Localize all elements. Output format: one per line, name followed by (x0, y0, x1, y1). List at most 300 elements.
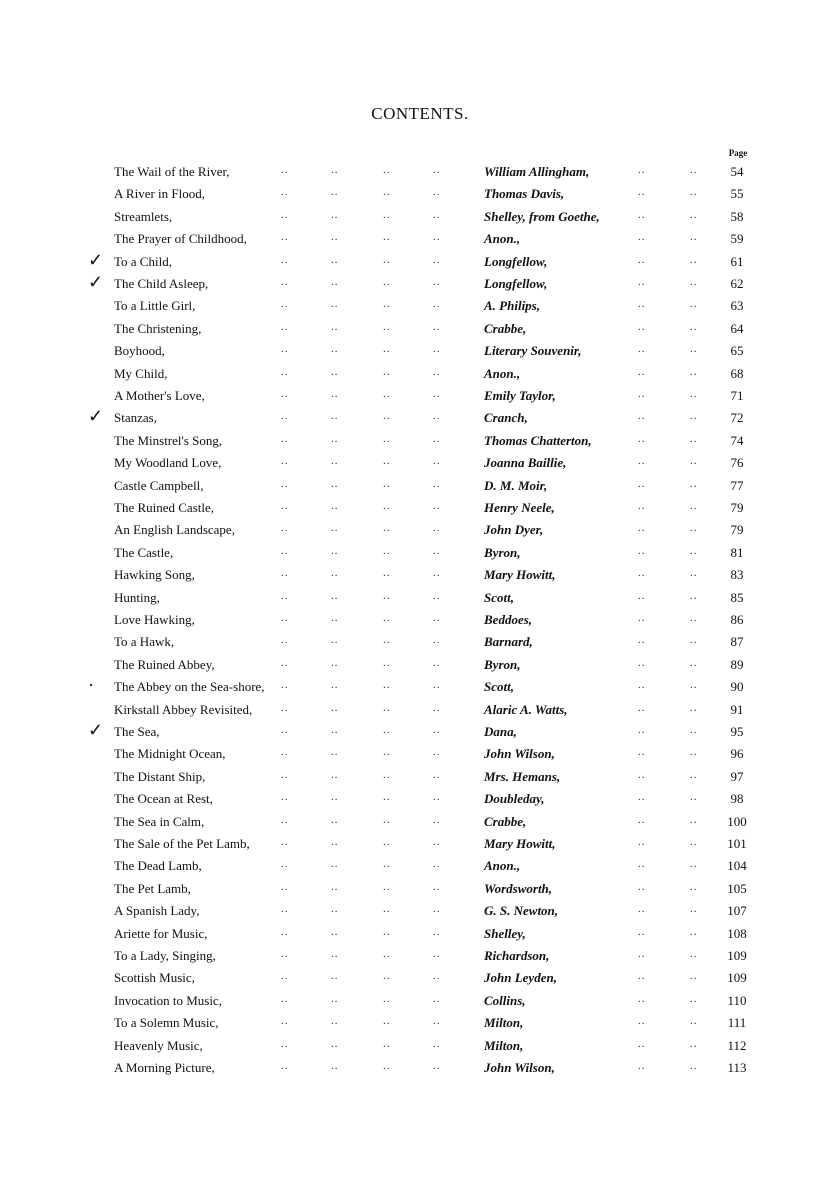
leader-dots: .. (331, 343, 339, 356)
leader-dots: .. (690, 410, 698, 423)
leader-dots: .. (331, 186, 339, 199)
leader-dots: .. (281, 858, 289, 871)
leader-dots: .. (331, 320, 339, 333)
leader-dots: .. (383, 903, 391, 916)
poem-title: A River in Flood, (114, 186, 206, 202)
poem-author: Emily Taylor, (484, 388, 556, 403)
poem-title: Hawking Song, (114, 567, 195, 583)
poem-author: Wordsworth, (484, 880, 553, 896)
leader-dots: .. (281, 276, 289, 288)
toc-row (0, 590, 840, 612)
leader-dots: .. (281, 1060, 289, 1072)
toc-row (0, 366, 840, 388)
leader-dots: .. (331, 858, 339, 871)
leader-dots: .. (690, 477, 698, 490)
leader-dots: .. (281, 455, 289, 468)
leader-dots: .. (383, 522, 391, 535)
toc-row (0, 970, 840, 992)
poem-author: Richardson, (484, 948, 550, 963)
leader-dots: .. (433, 679, 441, 692)
leader-dots: .. (331, 589, 339, 602)
toc-row (0, 702, 840, 724)
leader-dots: .. (331, 365, 339, 378)
leader-dots: .. (281, 320, 289, 333)
poem-title: The Castle, (114, 544, 174, 560)
leader-dots: .. (638, 634, 646, 647)
leader-dots: .. (331, 410, 339, 423)
leader-dots: .. (331, 903, 339, 916)
poem-title: Heavenly Music, (114, 1037, 203, 1053)
toc-row (0, 186, 840, 208)
poem-title: Kirkstall Abbey Revisited, (114, 701, 253, 717)
leader-dots: .. (690, 880, 698, 893)
toc-row (0, 567, 840, 589)
leader-dots: .. (690, 186, 698, 199)
leader-dots: .. (433, 388, 441, 400)
poem-title: Ariette for Music, (114, 925, 208, 941)
leader-dots: .. (331, 567, 339, 580)
leader-dots: .. (638, 320, 646, 333)
poem-author: Milton, (484, 1037, 524, 1053)
page-number: 85 (730, 589, 744, 605)
leader-dots: .. (281, 253, 289, 266)
page-number: 55 (730, 186, 744, 202)
toc-row (0, 343, 840, 365)
leader-dots: .. (331, 791, 339, 804)
leader-dots: .. (433, 791, 441, 804)
leader-dots: .. (433, 634, 441, 647)
leader-dots: .. (331, 768, 339, 781)
page-number: 107 (727, 903, 747, 919)
page-number: 96 (730, 746, 744, 762)
leader-dots: .. (690, 298, 698, 311)
leader-dots: .. (281, 1037, 289, 1050)
poem-title: An English Landscape, (114, 522, 235, 538)
check-mark: ✓ (88, 272, 104, 292)
page-number: 79 (730, 500, 744, 515)
leader-dots: .. (690, 164, 698, 176)
leader-dots: .. (638, 455, 646, 468)
leader-dots: .. (281, 208, 289, 221)
leader-dots: .. (433, 522, 441, 535)
toc-row (0, 433, 840, 455)
poem-title: The Child Asleep, (114, 276, 209, 291)
leader-dots: .. (383, 858, 391, 871)
leader-dots: .. (638, 544, 646, 557)
leader-dots: .. (331, 522, 339, 535)
poem-author: Longfellow, (484, 253, 548, 269)
leader-dots: .. (331, 948, 339, 960)
page-number: 87 (730, 634, 744, 650)
poem-author: Mary Howitt, (484, 567, 556, 583)
leader-dots: .. (331, 432, 339, 445)
leader-dots: .. (281, 746, 289, 759)
leader-dots: .. (383, 410, 391, 423)
poem-title: Scottish Music, (114, 970, 195, 986)
poem-author: Mary Howitt, (484, 836, 556, 851)
poem-author: Henry Neele, (484, 500, 555, 515)
poem-title: The Ruined Castle, (114, 500, 215, 515)
leader-dots: .. (383, 208, 391, 221)
page-number: 79 (730, 522, 744, 538)
leader-dots: .. (433, 365, 441, 378)
leader-dots: .. (281, 701, 289, 714)
leader-dots: .. (281, 813, 289, 826)
leader-dots: .. (331, 970, 339, 983)
toc-row (0, 1060, 840, 1082)
leader-dots: .. (383, 477, 391, 490)
poem-author: G. S. Newton, (484, 903, 559, 919)
toc-row (0, 657, 840, 679)
leader-dots: .. (638, 724, 646, 736)
toc-row (0, 814, 840, 836)
leader-dots: .. (690, 992, 698, 1005)
leader-dots: .. (433, 656, 441, 669)
leader-dots: .. (433, 612, 441, 624)
page-number: 59 (730, 231, 744, 247)
leader-dots: .. (331, 388, 339, 400)
toc-row (0, 791, 840, 813)
leader-dots: .. (281, 679, 289, 692)
leader-dots: .. (281, 343, 289, 356)
leader-dots: .. (331, 724, 339, 736)
leader-dots: .. (433, 343, 441, 356)
leader-dots: .. (433, 1015, 441, 1028)
leader-dots: .. (433, 477, 441, 490)
leader-dots: .. (383, 298, 391, 311)
leader-dots: .. (281, 768, 289, 781)
leader-dots: .. (383, 925, 391, 938)
leader-dots: .. (331, 455, 339, 468)
poem-title: To a Solemn Music, (114, 1015, 219, 1031)
poem-author: Thomas Davis, (484, 186, 565, 202)
toc-row (0, 1015, 840, 1037)
poem-title: The Pet Lamb, (114, 880, 191, 896)
leader-dots: .. (433, 1037, 441, 1050)
page-number: 111 (727, 1015, 747, 1031)
poem-author: Doubleday, (484, 791, 545, 807)
leader-dots: .. (690, 208, 698, 221)
leader-dots: .. (638, 231, 646, 244)
leader-dots: .. (383, 701, 391, 714)
toc-row (0, 769, 840, 791)
leader-dots: .. (383, 231, 391, 244)
leader-dots: .. (433, 567, 441, 580)
leader-dots: .. (690, 925, 698, 938)
leader-dots: .. (433, 500, 441, 512)
poem-author: Scott, (484, 679, 514, 695)
page-number: 81 (730, 544, 744, 560)
leader-dots: .. (281, 1015, 289, 1028)
leader-dots: .. (383, 813, 391, 826)
poem-author: John Leyden, (484, 970, 557, 986)
leader-dots: .. (433, 186, 441, 199)
poem-author: Crabbe, (484, 320, 527, 336)
poem-title: A Morning Picture, (114, 1060, 215, 1075)
page-number: 83 (730, 567, 744, 583)
leader-dots: .. (690, 589, 698, 602)
toc-row (0, 500, 840, 522)
poem-title: The Sale of the Pet Lamb, (114, 836, 250, 851)
poem-author: Byron, (484, 656, 521, 672)
leader-dots: .. (331, 992, 339, 1005)
leader-dots: .. (638, 858, 646, 871)
leader-dots: .. (690, 768, 698, 781)
toc-row (0, 455, 840, 477)
leader-dots: .. (638, 186, 646, 199)
page-number: 64 (730, 320, 744, 336)
poem-author: Joanna Baillie, (484, 455, 567, 471)
page-number: 74 (730, 432, 744, 448)
leader-dots: .. (433, 948, 441, 960)
leader-dots: .. (638, 768, 646, 781)
leader-dots: .. (331, 500, 339, 512)
leader-dots: .. (690, 343, 698, 356)
leader-dots: .. (433, 231, 441, 244)
leader-dots: .. (281, 612, 289, 624)
leader-dots: .. (331, 679, 339, 692)
toc-row (0, 406, 840, 432)
check-mark: · (88, 675, 94, 696)
leader-dots: .. (383, 1037, 391, 1050)
toc-row (0, 746, 840, 768)
leader-dots: .. (638, 298, 646, 311)
page-number: 112 (727, 1037, 747, 1053)
poem-author: Thomas Chatterton, (484, 432, 592, 448)
leader-dots: .. (690, 500, 698, 512)
leader-dots: .. (383, 567, 391, 580)
leader-dots: .. (281, 410, 289, 423)
leader-dots: .. (638, 1037, 646, 1050)
leader-dots: .. (433, 253, 441, 266)
toc-row (0, 522, 840, 544)
leader-dots: .. (638, 365, 646, 378)
leader-dots: .. (433, 589, 441, 602)
page-number: 97 (730, 768, 744, 784)
leader-dots: .. (638, 410, 646, 423)
leader-dots: .. (383, 343, 391, 356)
toc-row (0, 231, 840, 253)
leader-dots: .. (638, 477, 646, 490)
leader-dots: .. (433, 992, 441, 1005)
check-mark: ✓ (88, 720, 104, 740)
poem-author: Byron, (484, 544, 521, 560)
poem-author: Anon., (484, 365, 521, 381)
poem-title: The Wail of the River, (114, 164, 230, 179)
leader-dots: .. (433, 746, 441, 759)
leader-dots: .. (383, 634, 391, 647)
page-number: 58 (730, 208, 744, 224)
poem-author: Crabbe, (484, 813, 527, 829)
leader-dots: .. (690, 813, 698, 826)
leader-dots: .. (331, 231, 339, 244)
leader-dots: .. (383, 1015, 391, 1028)
leader-dots: .. (331, 544, 339, 557)
page-number: 61 (730, 253, 744, 269)
leader-dots: .. (690, 1037, 698, 1050)
poem-author: Barnard, (484, 634, 533, 650)
leader-dots: .. (690, 455, 698, 468)
toc-row (0, 298, 840, 320)
poem-title: The Ocean at Rest, (114, 791, 213, 807)
leader-dots: .. (690, 320, 698, 333)
leader-dots: .. (281, 880, 289, 893)
leader-dots: .. (638, 925, 646, 938)
leader-dots: .. (433, 410, 441, 423)
leader-dots: .. (331, 880, 339, 893)
leader-dots: .. (331, 477, 339, 490)
poem-title: The Christening, (114, 320, 202, 336)
leader-dots: .. (281, 925, 289, 938)
leader-dots: .. (690, 1060, 698, 1072)
leader-dots: .. (690, 276, 698, 288)
leader-dots: .. (433, 432, 441, 445)
leader-dots: .. (383, 186, 391, 199)
leader-dots: .. (690, 791, 698, 804)
leader-dots: .. (383, 948, 391, 960)
page-number: 62 (730, 276, 744, 291)
leader-dots: .. (638, 388, 646, 400)
poem-author: John Wilson, (484, 1060, 555, 1075)
leader-dots: .. (690, 365, 698, 378)
leader-dots: .. (281, 477, 289, 490)
leader-dots: .. (638, 791, 646, 804)
leader-dots: .. (690, 746, 698, 759)
page-number: 76 (730, 455, 744, 471)
leader-dots: .. (690, 253, 698, 266)
poem-author: Literary Souvenir, (484, 343, 582, 359)
leader-dots: .. (433, 164, 441, 176)
leader-dots: .. (433, 455, 441, 468)
poem-author: Longfellow, (484, 276, 548, 291)
poem-author: Anon., (484, 858, 521, 874)
leader-dots: .. (690, 656, 698, 669)
page-number: 68 (730, 365, 744, 381)
leader-dots: .. (638, 208, 646, 221)
page-number: 65 (730, 343, 744, 359)
page-number: 109 (727, 948, 747, 963)
leader-dots: .. (281, 791, 289, 804)
leader-dots: .. (433, 544, 441, 557)
leader-dots: .. (638, 679, 646, 692)
leader-dots: .. (383, 992, 391, 1005)
leader-dots: .. (383, 612, 391, 624)
leader-dots: .. (281, 432, 289, 445)
toc-row (0, 634, 840, 656)
leader-dots: .. (690, 231, 698, 244)
page-number: 101 (727, 836, 747, 851)
leader-dots: .. (281, 500, 289, 512)
poem-title: Streamlets, (114, 208, 173, 224)
leader-dots: .. (383, 589, 391, 602)
leader-dots: .. (383, 455, 391, 468)
leader-dots: .. (638, 948, 646, 960)
leader-dots: .. (433, 768, 441, 781)
poem-title: To a Hawk, (114, 634, 175, 650)
leader-dots: .. (433, 970, 441, 983)
leader-dots: .. (433, 858, 441, 871)
toc-row (0, 948, 840, 970)
leader-dots: .. (638, 701, 646, 714)
poem-author: D. M. Moir, (484, 477, 548, 493)
leader-dots: .. (281, 186, 289, 199)
poem-title: To a Child, (114, 253, 172, 269)
leader-dots: .. (638, 903, 646, 916)
leader-dots: .. (383, 164, 391, 176)
leader-dots: .. (281, 365, 289, 378)
leader-dots: .. (690, 701, 698, 714)
leader-dots: .. (383, 365, 391, 378)
poem-title: My Child, (114, 365, 168, 381)
toc-row (0, 249, 840, 276)
leader-dots: .. (383, 388, 391, 400)
leader-dots: .. (638, 500, 646, 512)
leader-dots: .. (383, 276, 391, 288)
leader-dots: .. (638, 276, 646, 288)
leader-dots: .. (383, 500, 391, 512)
page-number: 91 (730, 701, 744, 717)
poem-author: Anon., (484, 231, 521, 247)
poem-title: A Spanish Lady, (114, 903, 200, 919)
page-number: 104 (727, 858, 747, 874)
page-number: 86 (730, 612, 744, 627)
leader-dots: .. (331, 925, 339, 938)
page-number: 63 (730, 298, 744, 314)
poem-title: The Dead Lamb, (114, 858, 202, 874)
leader-dots: .. (433, 208, 441, 221)
toc-row (0, 321, 840, 343)
page-number: 77 (730, 477, 744, 493)
leader-dots: .. (281, 970, 289, 983)
page-number: 108 (727, 925, 747, 941)
poem-author: Shelley, (484, 925, 526, 941)
leader-dots: .. (690, 948, 698, 960)
page-number: 89 (730, 656, 744, 672)
poem-title: Invocation to Music, (114, 992, 222, 1008)
leader-dots: .. (281, 836, 289, 848)
page-number: 54 (730, 164, 744, 179)
leader-dots: .. (383, 544, 391, 557)
leader-dots: .. (690, 724, 698, 736)
leader-dots: .. (638, 253, 646, 266)
poem-title: Hunting, (114, 589, 160, 605)
leader-dots: .. (383, 253, 391, 266)
page-number: 98 (730, 791, 744, 807)
leader-dots: .. (331, 164, 339, 176)
leader-dots: .. (281, 164, 289, 176)
page-number: 72 (730, 410, 744, 426)
leader-dots: .. (638, 164, 646, 176)
leader-dots: .. (383, 836, 391, 848)
leader-dots: .. (690, 544, 698, 557)
leader-dots: .. (690, 858, 698, 871)
toc-row (0, 903, 840, 925)
toc-row (0, 164, 840, 186)
leader-dots: .. (383, 970, 391, 983)
leader-dots: .. (638, 432, 646, 445)
leader-dots: .. (690, 432, 698, 445)
leader-dots: .. (383, 1060, 391, 1072)
leader-dots: .. (433, 880, 441, 893)
leader-dots: .. (638, 1060, 646, 1072)
leader-dots: .. (638, 567, 646, 580)
leader-dots: .. (331, 1015, 339, 1028)
poem-author: Milton, (484, 1015, 524, 1031)
leader-dots: .. (433, 724, 441, 736)
toc-row (0, 675, 840, 701)
leader-dots: .. (433, 701, 441, 714)
leader-dots: .. (281, 544, 289, 557)
